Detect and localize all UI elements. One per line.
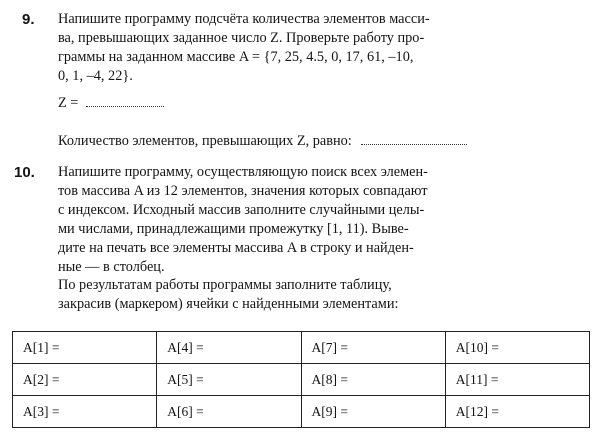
results-table (12, 331, 590, 424)
task-10-number: 10. (14, 164, 35, 181)
task-9-number: 9. (22, 11, 35, 28)
table-cell[interactable]: A[8] = (301, 364, 445, 396)
count-answer-field[interactable] (361, 132, 467, 145)
count-label: Количество элементов, превышающих Z, равно: (58, 133, 352, 149)
table-cell[interactable]: A[2] = (13, 364, 157, 396)
z-answer-line (58, 94, 164, 113)
table-cell[interactable]: A[1] = (13, 332, 157, 364)
table-cell[interactable]: A[6] = (157, 396, 301, 428)
z-label: Z = (58, 95, 79, 111)
task-10-text: Напишите программу, осуществляющую поиск всех элемен- тов массива A из 12 элементов, значения которых совпадают с индексом. Исходный массив заполните случайными целы- ми числами, принадлежащими промежутку [1, 11). Выве- дите на печать все элементы массива A в строку и найден- ные — в столбец. По результатам работы программы заполните таблицу, закрасив (маркером) ячейки с найденными элементами: (58, 164, 428, 313)
task-9-text: Напишите программу подсчёта количества элементов масси- ва, превышающих заданное число Z. Проверьте работу про- граммы на заданном массиве A = {7, 25, 4.5, 0, 17, 61, –10, 0, 1, –4, 22}. (58, 11, 430, 84)
z-answer-field[interactable] (86, 94, 164, 107)
table-cell[interactable]: A[5] = (157, 364, 301, 396)
table-cell[interactable]: A[12] = (445, 396, 589, 428)
table-row (13, 396, 590, 428)
table-cell[interactable]: A[10] = (445, 332, 589, 364)
table-cell[interactable]: A[7] = (301, 332, 445, 364)
table-cell[interactable]: A[4] = (157, 332, 301, 364)
table-cell[interactable]: A[9] = (301, 396, 445, 428)
count-answer-line (58, 132, 467, 151)
table-row (13, 364, 590, 396)
table-cell[interactable]: A[11] = (445, 364, 589, 396)
table-row (13, 332, 590, 364)
table-cell[interactable]: A[3] = (13, 396, 157, 428)
